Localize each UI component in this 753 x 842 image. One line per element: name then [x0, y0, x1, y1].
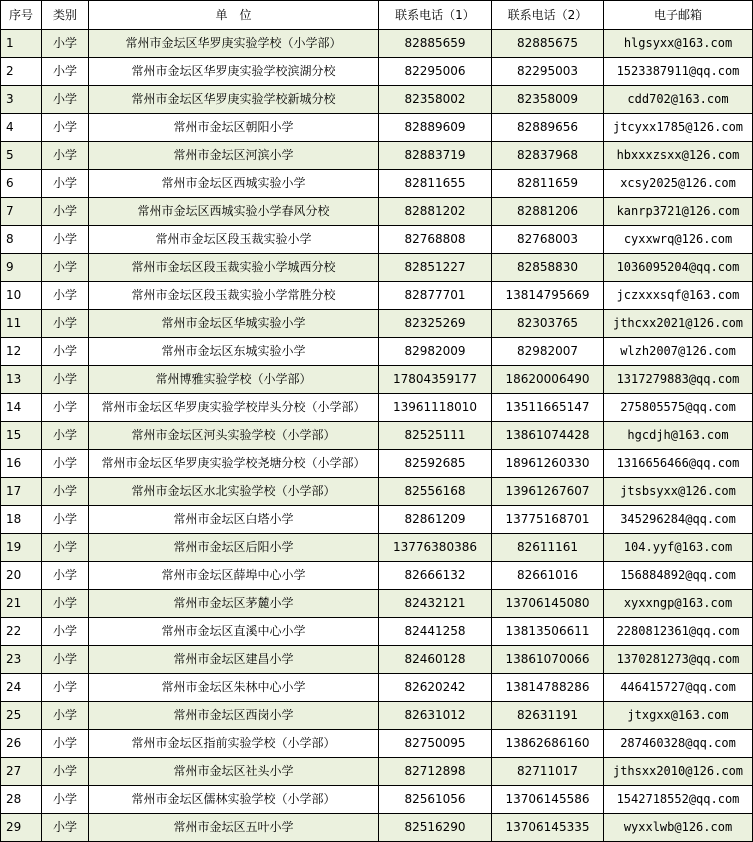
- row-phone-1: 82295006: [379, 58, 492, 86]
- row-phone-1: 82516290: [379, 814, 492, 842]
- row-email: 1036095204@qq.com: [604, 254, 753, 282]
- row-email: 345296284@qq.com: [604, 506, 753, 534]
- row-unit-name: 常州市金坛区西城实验小学: [89, 170, 379, 198]
- row-phone-2: 13511665147: [492, 394, 604, 422]
- row-unit-name: 常州市金坛区朱林中心小学: [89, 674, 379, 702]
- table-row: [1, 786, 753, 814]
- row-email: kanrp3721@126.com: [604, 198, 753, 226]
- row-category: 小学: [42, 86, 89, 114]
- row-category: 小学: [42, 590, 89, 618]
- row-number: 2: [1, 58, 42, 86]
- row-phone-2: 82885675: [492, 30, 604, 58]
- row-number: 10: [1, 282, 42, 310]
- table-row: [1, 394, 753, 422]
- row-email: 1317279883@qq.com: [604, 366, 753, 394]
- row-unit-name: 常州市金坛区华罗庚实验学校（小学部）: [89, 30, 379, 58]
- row-category: 小学: [42, 478, 89, 506]
- row-phone-2: 82837968: [492, 142, 604, 170]
- row-phone-2: 13775168701: [492, 506, 604, 534]
- row-phone-1: 82460128: [379, 646, 492, 674]
- table-row: [1, 114, 753, 142]
- row-phone-2: 82295003: [492, 58, 604, 86]
- row-email: wlzh2007@126.com: [604, 338, 753, 366]
- row-phone-1: 82883719: [379, 142, 492, 170]
- table-row: [1, 758, 753, 786]
- table-row: [1, 534, 753, 562]
- row-category: 小学: [42, 338, 89, 366]
- table-row: [1, 58, 753, 86]
- row-email: jczxxxsqf@163.com: [604, 282, 753, 310]
- row-category: 小学: [42, 226, 89, 254]
- row-phone-1: 82666132: [379, 562, 492, 590]
- row-number: 9: [1, 254, 42, 282]
- row-category: 小学: [42, 170, 89, 198]
- row-phone-2: 13813506611: [492, 618, 604, 646]
- row-phone-1: 82712898: [379, 758, 492, 786]
- row-phone-1: 82432121: [379, 590, 492, 618]
- row-category: 小学: [42, 674, 89, 702]
- row-unit-name: 常州市金坛区后阳小学: [89, 534, 379, 562]
- row-unit-name: 常州市金坛区薛埠中心小学: [89, 562, 379, 590]
- row-phone-2: 82711017: [492, 758, 604, 786]
- row-unit-name: 常州市金坛区华罗庚实验学校岸头分校（小学部）: [89, 394, 379, 422]
- row-unit-name: 常州市金坛区西岗小学: [89, 702, 379, 730]
- header-row: [1, 1, 753, 30]
- row-unit-name: 常州市金坛区东城实验小学: [89, 338, 379, 366]
- row-unit-name: 常州市金坛区社头小学: [89, 758, 379, 786]
- row-number: 8: [1, 226, 42, 254]
- row-category: 小学: [42, 310, 89, 338]
- row-unit-name: 常州市金坛区建昌小学: [89, 646, 379, 674]
- row-phone-2: 82358009: [492, 86, 604, 114]
- row-number: 28: [1, 786, 42, 814]
- row-unit-name: 常州市金坛区段玉裁实验小学: [89, 226, 379, 254]
- table-row: [1, 702, 753, 730]
- row-phone-2: 18620006490: [492, 366, 604, 394]
- row-phone-2: 13814795669: [492, 282, 604, 310]
- row-unit-name: 常州市金坛区茅麓小学: [89, 590, 379, 618]
- row-unit-name: 常州市金坛区水北实验学校（小学部）: [89, 478, 379, 506]
- row-email: jtsbsyxx@126.com: [604, 478, 753, 506]
- row-unit-name: 常州博雅实验学校（小学部）: [89, 366, 379, 394]
- table-row: [1, 30, 753, 58]
- row-category: 小学: [42, 758, 89, 786]
- table-row: [1, 282, 753, 310]
- row-category: 小学: [42, 422, 89, 450]
- row-unit-name: 常州市金坛区段玉裁实验小学常胜分校: [89, 282, 379, 310]
- row-email: 2280812361@qq.com: [604, 618, 753, 646]
- row-category: 小学: [42, 562, 89, 590]
- row-email: cyxxwrq@126.com: [604, 226, 753, 254]
- row-phone-2: 82661016: [492, 562, 604, 590]
- header-email: 电子邮箱: [604, 1, 753, 30]
- row-number: 27: [1, 758, 42, 786]
- table-row: [1, 730, 753, 758]
- row-unit-name: 常州市金坛区华罗庚实验学校尧塘分校（小学部）: [89, 450, 379, 478]
- row-phone-2: 82303765: [492, 310, 604, 338]
- header-phone-2: 联系电话（2）: [492, 1, 604, 30]
- row-email: jthcxx2021@126.com: [604, 310, 753, 338]
- row-number: 11: [1, 310, 42, 338]
- row-category: 小学: [42, 506, 89, 534]
- row-number: 21: [1, 590, 42, 618]
- row-phone-2: 13862686160: [492, 730, 604, 758]
- row-phone-1: 82851227: [379, 254, 492, 282]
- row-phone-2: 82768003: [492, 226, 604, 254]
- table-row: [1, 338, 753, 366]
- table-row: [1, 674, 753, 702]
- row-number: 3: [1, 86, 42, 114]
- row-phone-1: 82768808: [379, 226, 492, 254]
- row-phone-1: 82885659: [379, 30, 492, 58]
- row-phone-1: 82631012: [379, 702, 492, 730]
- row-email: 275805575@qq.com: [604, 394, 753, 422]
- row-unit-name: 常州市金坛区儒林实验学校（小学部）: [89, 786, 379, 814]
- row-email: jthsxx2010@126.com: [604, 758, 753, 786]
- row-email: jtxgxx@163.com: [604, 702, 753, 730]
- row-email: 1523387911@qq.com: [604, 58, 753, 86]
- row-unit-name: 常州市金坛区华罗庚实验学校滨湖分校: [89, 58, 379, 86]
- row-number: 19: [1, 534, 42, 562]
- row-category: 小学: [42, 618, 89, 646]
- row-phone-1: 82441258: [379, 618, 492, 646]
- row-phone-2: 18961260330: [492, 450, 604, 478]
- row-email: 156884892@qq.com: [604, 562, 753, 590]
- row-number: 4: [1, 114, 42, 142]
- row-category: 小学: [42, 142, 89, 170]
- row-phone-2: 13814788286: [492, 674, 604, 702]
- row-phone-1: 82881202: [379, 198, 492, 226]
- row-number: 24: [1, 674, 42, 702]
- row-category: 小学: [42, 254, 89, 282]
- row-phone-1: 82889609: [379, 114, 492, 142]
- row-number: 5: [1, 142, 42, 170]
- table-row: [1, 562, 753, 590]
- row-email: 287460328@qq.com: [604, 730, 753, 758]
- row-phone-1: 13961118010: [379, 394, 492, 422]
- table-row: [1, 310, 753, 338]
- row-category: 小学: [42, 786, 89, 814]
- table-row: [1, 646, 753, 674]
- row-phone-2: 82631191: [492, 702, 604, 730]
- row-phone-2: 82811659: [492, 170, 604, 198]
- table-row: [1, 590, 753, 618]
- row-phone-1: 82561056: [379, 786, 492, 814]
- row-number: 7: [1, 198, 42, 226]
- row-phone-2: 13706145586: [492, 786, 604, 814]
- row-phone-1: 82811655: [379, 170, 492, 198]
- header-number: 序号: [1, 1, 42, 30]
- row-unit-name: 常州市金坛区段玉裁实验小学城西分校: [89, 254, 379, 282]
- row-number: 15: [1, 422, 42, 450]
- row-email: hlgsyxx@163.com: [604, 30, 753, 58]
- row-phone-2: 82889656: [492, 114, 604, 142]
- table-row: [1, 170, 753, 198]
- row-category: 小学: [42, 814, 89, 842]
- row-number: 13: [1, 366, 42, 394]
- row-number: 25: [1, 702, 42, 730]
- row-phone-1: 13776380386: [379, 534, 492, 562]
- table-row: [1, 478, 753, 506]
- row-phone-1: 82861209: [379, 506, 492, 534]
- row-number: 18: [1, 506, 42, 534]
- row-phone-1: 82325269: [379, 310, 492, 338]
- row-category: 小学: [42, 366, 89, 394]
- row-category: 小学: [42, 450, 89, 478]
- row-number: 14: [1, 394, 42, 422]
- row-email: xyxxngp@163.com: [604, 590, 753, 618]
- row-unit-name: 常州市金坛区白塔小学: [89, 506, 379, 534]
- row-phone-1: 82556168: [379, 478, 492, 506]
- table-row: [1, 450, 753, 478]
- row-email: 1316656466@qq.com: [604, 450, 753, 478]
- row-number: 22: [1, 618, 42, 646]
- row-phone-1: 82525111: [379, 422, 492, 450]
- row-phone-1: 82877701: [379, 282, 492, 310]
- row-category: 小学: [42, 730, 89, 758]
- row-number: 20: [1, 562, 42, 590]
- table-row: [1, 226, 753, 254]
- row-number: 29: [1, 814, 42, 842]
- header-category: 类别: [42, 1, 89, 30]
- table-row: [1, 198, 753, 226]
- row-phone-2: 13861074428: [492, 422, 604, 450]
- row-number: 12: [1, 338, 42, 366]
- row-phone-1: 82982009: [379, 338, 492, 366]
- row-number: 6: [1, 170, 42, 198]
- row-phone-2: 13961267607: [492, 478, 604, 506]
- row-number: 16: [1, 450, 42, 478]
- row-category: 小学: [42, 702, 89, 730]
- row-number: 23: [1, 646, 42, 674]
- row-category: 小学: [42, 534, 89, 562]
- row-number: 1: [1, 30, 42, 58]
- row-number: 17: [1, 478, 42, 506]
- row-email: hbxxxzsxx@126.com: [604, 142, 753, 170]
- table-row: [1, 366, 753, 394]
- row-category: 小学: [42, 30, 89, 58]
- row-unit-name: 常州市金坛区华罗庚实验学校新城分校: [89, 86, 379, 114]
- row-category: 小学: [42, 198, 89, 226]
- table-row: [1, 618, 753, 646]
- row-phone-1: 82358002: [379, 86, 492, 114]
- row-phone-2: 13706145080: [492, 590, 604, 618]
- table-row: [1, 814, 753, 842]
- row-email: 446415727@qq.com: [604, 674, 753, 702]
- row-unit-name: 常州市金坛区河头实验学校（小学部）: [89, 422, 379, 450]
- row-email: 104.yyf@163.com: [604, 534, 753, 562]
- row-category: 小学: [42, 58, 89, 86]
- row-phone-2: 13706145335: [492, 814, 604, 842]
- row-unit-name: 常州市金坛区五叶小学: [89, 814, 379, 842]
- row-number: 26: [1, 730, 42, 758]
- table-row: [1, 254, 753, 282]
- row-unit-name: 常州市金坛区朝阳小学: [89, 114, 379, 142]
- table-row: [1, 86, 753, 114]
- table-row: [1, 506, 753, 534]
- row-phone-2: 82611161: [492, 534, 604, 562]
- row-unit-name: 常州市金坛区指前实验学校（小学部）: [89, 730, 379, 758]
- row-email: 1370281273@qq.com: [604, 646, 753, 674]
- row-email: cdd702@163.com: [604, 86, 753, 114]
- row-unit-name: 常州市金坛区华城实验小学: [89, 310, 379, 338]
- row-phone-1: 82620242: [379, 674, 492, 702]
- row-category: 小学: [42, 394, 89, 422]
- row-unit-name: 常州市金坛区西城实验小学春风分校: [89, 198, 379, 226]
- header-phone-1: 联系电话（1）: [379, 1, 492, 30]
- row-unit-name: 常州市金坛区直溪中心小学: [89, 618, 379, 646]
- row-category: 小学: [42, 646, 89, 674]
- row-phone-2: 82982007: [492, 338, 604, 366]
- table-row: [1, 142, 753, 170]
- row-phone-1: 82750095: [379, 730, 492, 758]
- row-phone-2: 13861070066: [492, 646, 604, 674]
- row-phone-1: 17804359177: [379, 366, 492, 394]
- row-email: xcsy2025@126.com: [604, 170, 753, 198]
- header-unit: 单 位: [89, 1, 379, 30]
- row-phone-2: 82858830: [492, 254, 604, 282]
- row-email: hgcdjh@163.com: [604, 422, 753, 450]
- row-category: 小学: [42, 282, 89, 310]
- row-email: jtcyxx1785@126.com: [604, 114, 753, 142]
- row-category: 小学: [42, 114, 89, 142]
- row-phone-2: 82881206: [492, 198, 604, 226]
- row-unit-name: 常州市金坛区河滨小学: [89, 142, 379, 170]
- table-row: [1, 422, 753, 450]
- row-phone-1: 82592685: [379, 450, 492, 478]
- row-email: 1542718552@qq.com: [604, 786, 753, 814]
- row-email: wyxxlwb@126.com: [604, 814, 753, 842]
